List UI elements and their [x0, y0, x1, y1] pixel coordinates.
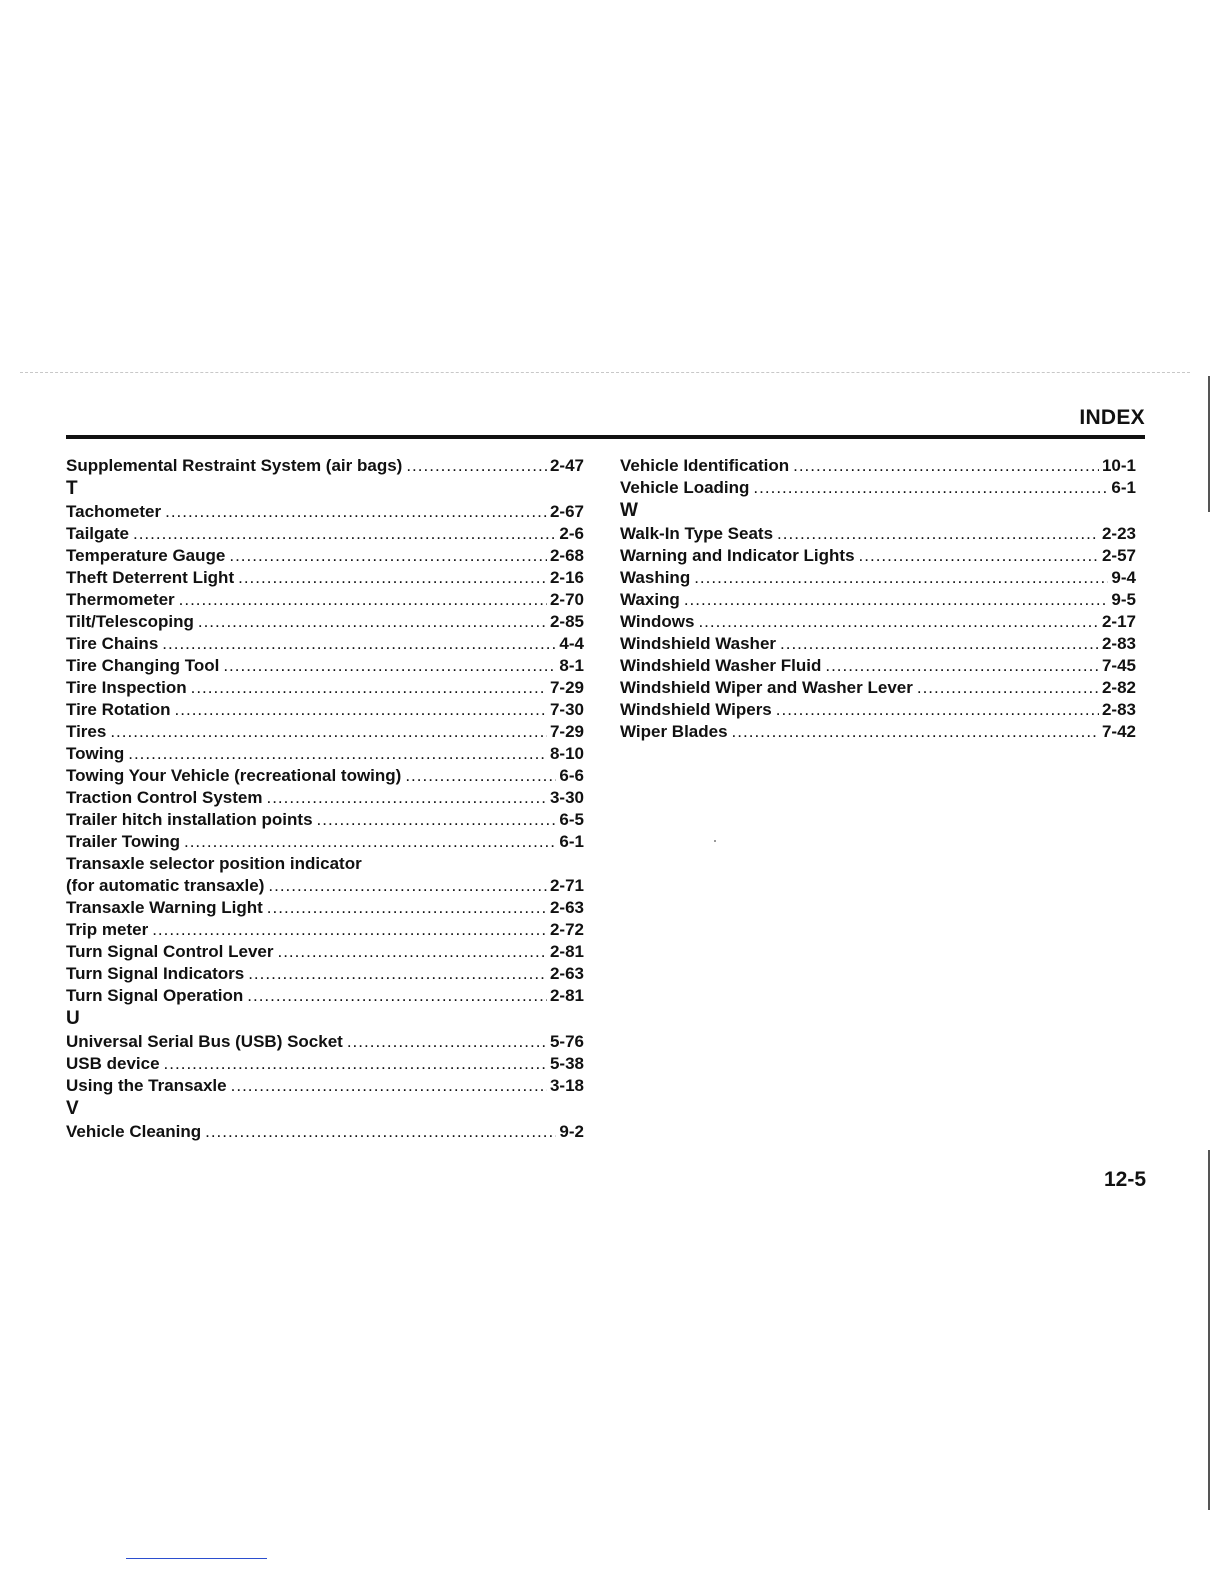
index-page-ref: 9-2: [559, 1122, 584, 1141]
index-entry: [66, 809, 584, 831]
index-term: Supplemental Restraint System (air bags): [66, 456, 403, 475]
index-term: Transaxle selector position indicator: [66, 854, 362, 873]
index-term: Tailgate: [66, 524, 129, 543]
index-page-ref: 8-10: [549, 744, 584, 763]
index-entry: [66, 919, 584, 941]
dot-leader: [110, 721, 547, 743]
dot-leader: [793, 455, 1099, 477]
dot-leader: [205, 1121, 556, 1143]
index-list-left: [66, 455, 584, 1143]
page-number: 12-5: [1103, 1168, 1146, 1191]
index-page-ref: 2-83: [1101, 634, 1136, 653]
index-page-ref: 2-57: [1101, 546, 1136, 565]
index-term: Turn Signal Operation: [66, 986, 244, 1005]
index-page-ref: 7-30: [549, 700, 584, 719]
index-entry: [66, 655, 584, 677]
index-page-ref: 2-17: [1101, 612, 1136, 631]
dot-leader: [406, 455, 547, 477]
index-letter: T: [66, 478, 78, 499]
index-term: Theft Deterrent Light: [66, 568, 235, 587]
index-letter-heading: [66, 1097, 584, 1121]
index-page-ref: 2-83: [1101, 700, 1136, 719]
index-letter-heading: [620, 499, 1136, 523]
index-page-ref: 5-76: [549, 1032, 584, 1051]
index-entry: [620, 699, 1136, 721]
index-term: Universal Serial Bus (USB) Socket: [66, 1032, 343, 1051]
index-entry: [66, 633, 584, 655]
index-entry: [620, 567, 1136, 589]
dot-leader: [732, 721, 1099, 743]
page-edge-mark: [1208, 376, 1210, 512]
index-page-ref: 2-63: [549, 898, 584, 917]
index-entry: [66, 941, 584, 963]
dot-leader: [223, 655, 556, 677]
index-entry: [620, 633, 1136, 655]
dot-leader: [753, 477, 1108, 499]
index-entry: [66, 743, 584, 765]
header-rule: [66, 435, 1145, 439]
index-page-ref: 10-1: [1101, 456, 1136, 475]
dot-leader: [777, 523, 1099, 545]
index-term: Trailer Towing: [66, 832, 180, 851]
index-entry: [66, 1075, 584, 1097]
index-page-ref: 2-82: [1101, 678, 1136, 697]
index-term: Windshield Washer Fluid: [620, 656, 822, 675]
index-entry: [620, 523, 1136, 545]
index-entry: [66, 611, 584, 633]
index-letter: U: [66, 1008, 80, 1029]
index-letter-heading: [66, 477, 584, 501]
index-page-ref: 2-16: [549, 568, 584, 587]
index-letter: W: [620, 500, 638, 521]
index-entry: [66, 765, 584, 787]
index-term: Thermometer: [66, 590, 175, 609]
index-page-ref: 2-23: [1101, 524, 1136, 543]
index-entry: [620, 677, 1136, 699]
dot-leader: [825, 655, 1099, 677]
index-term: Vehicle Cleaning: [66, 1122, 202, 1141]
index-term: Tire Chains: [66, 634, 159, 653]
index-entry: [66, 1121, 584, 1143]
index-term: Windows: [620, 612, 695, 631]
index-page-ref: 2-67: [549, 502, 584, 521]
index-page-ref: 2-85: [549, 612, 584, 631]
index-page-ref: 2-81: [549, 942, 584, 961]
dot-leader: [698, 611, 1099, 633]
index-entry: [66, 1053, 584, 1075]
dot-leader: [128, 743, 547, 765]
footer-link-underline[interactable]: [126, 1558, 267, 1559]
dot-leader: [184, 831, 556, 853]
index-entry: [66, 875, 584, 897]
dot-leader: [133, 523, 556, 545]
index-column-right: [620, 455, 1136, 743]
index-term: Windshield Wiper and Washer Lever: [620, 678, 913, 697]
index-term: Turn Signal Control Lever: [66, 942, 274, 961]
index-term: Transaxle Warning Light: [66, 898, 263, 917]
dot-leader: [266, 787, 546, 809]
index-entry: [620, 589, 1136, 611]
index-letter: V: [66, 1098, 79, 1119]
page-edge-mark-lower: [1208, 1150, 1210, 1510]
dot-leader: [179, 589, 547, 611]
index-page-ref: 2-47: [549, 456, 584, 475]
dot-leader: [165, 501, 547, 523]
index-page-ref: 6-1: [1111, 478, 1136, 497]
dot-leader: [859, 545, 1099, 567]
dot-leader: [164, 1053, 547, 1075]
index-page-ref: 3-30: [549, 788, 584, 807]
dot-leader: [347, 1031, 547, 1053]
index-term: Turn Signal Indicators: [66, 964, 245, 983]
index-term: Tachometer: [66, 502, 162, 521]
index-term: Trip meter: [66, 920, 149, 939]
index-entry: [66, 721, 584, 743]
dot-leader: [277, 941, 546, 963]
index-page-ref: 5-38: [549, 1054, 584, 1073]
index-page-ref: 2-72: [549, 920, 584, 939]
index-page-ref: 9-4: [1111, 568, 1136, 587]
index-entry: [66, 523, 584, 545]
index-entry: [620, 477, 1136, 499]
scan-speck: [714, 840, 716, 842]
dot-leader: [780, 633, 1099, 655]
index-list-right: [620, 455, 1136, 743]
scan-artifact-line: [20, 372, 1190, 373]
index-entry: [66, 545, 584, 567]
dot-leader: [247, 985, 547, 1007]
index-term: Wiper Blades: [620, 722, 728, 741]
index-term: Tire Inspection: [66, 678, 187, 697]
dot-leader: [152, 919, 547, 941]
dot-leader: [267, 897, 547, 919]
index-page-ref: 7-45: [1101, 656, 1136, 675]
index-entry: [66, 963, 584, 985]
index-page-ref: 2-71: [549, 876, 584, 895]
dot-leader: [198, 611, 547, 633]
index-entry: [66, 455, 584, 477]
index-page-ref: 7-29: [549, 722, 584, 741]
index-page-ref: 9-5: [1111, 590, 1136, 609]
index-entry: [620, 655, 1136, 677]
dot-leader: [229, 545, 547, 567]
index-term: USB device: [66, 1054, 160, 1073]
index-entry: [66, 897, 584, 919]
index-term: Tire Changing Tool: [66, 656, 220, 675]
index-term: Using the Transaxle: [66, 1076, 227, 1095]
index-page-ref: 6-5: [559, 810, 584, 829]
dot-leader: [162, 633, 556, 655]
dot-leader: [405, 765, 556, 787]
index-page-ref: 2-63: [549, 964, 584, 983]
index-entry: [620, 455, 1136, 477]
index-entry-continued: [66, 853, 584, 875]
index-term: Towing: [66, 744, 125, 763]
dot-leader: [776, 699, 1099, 721]
dot-leader: [191, 677, 547, 699]
dot-leader: [248, 963, 547, 985]
index-term: Windshield Washer: [620, 634, 777, 653]
index-entry: [620, 721, 1136, 743]
index-page-ref: 2-81: [549, 986, 584, 1005]
index-page-ref: 8-1: [559, 656, 584, 675]
index-entry: [66, 787, 584, 809]
index-term: Traction Control System: [66, 788, 263, 807]
index-page-ref: 2-68: [549, 546, 584, 565]
index-page-ref: 6-6: [559, 766, 584, 785]
dot-leader: [175, 699, 547, 721]
index-entry: [66, 699, 584, 721]
index-term: Windshield Wipers: [620, 700, 772, 719]
index-term: Waxing: [620, 590, 680, 609]
index-page-ref: 2-6: [559, 524, 584, 543]
index-entry: [66, 677, 584, 699]
index-page-ref: 7-42: [1101, 722, 1136, 741]
index-entry: [620, 611, 1136, 633]
index-term: Trailer hitch installation points: [66, 810, 313, 829]
index-term: Washing: [620, 568, 691, 587]
dot-leader: [317, 809, 557, 831]
index-heading: INDEX: [1079, 406, 1145, 429]
dot-leader: [917, 677, 1099, 699]
index-entry: [66, 589, 584, 611]
index-page-ref: 2-70: [549, 590, 584, 609]
index-letter-heading: [66, 1007, 584, 1031]
index-term: (for automatic transaxle): [66, 876, 265, 895]
index-page-ref: 4-4: [559, 634, 584, 653]
dot-leader: [231, 1075, 547, 1097]
index-page-ref: 7-29: [549, 678, 584, 697]
index-entry: [66, 567, 584, 589]
dot-leader: [684, 589, 1109, 611]
index-term: Tires: [66, 722, 107, 741]
index-term: Towing Your Vehicle (recreational towing): [66, 766, 402, 785]
dot-leader: [694, 567, 1108, 589]
index-term: Tire Rotation: [66, 700, 171, 719]
index-page-ref: 6-1: [559, 832, 584, 851]
index-term: Tilt/Telescoping: [66, 612, 194, 631]
index-entry: [66, 1031, 584, 1053]
index-entry: [66, 985, 584, 1007]
index-entry: [620, 545, 1136, 567]
index-term: Walk-In Type Seats: [620, 524, 774, 543]
index-term: Temperature Gauge: [66, 546, 226, 565]
index-column-left: [66, 455, 584, 1143]
dot-leader: [268, 875, 547, 897]
index-entry: [66, 831, 584, 853]
index-entry: [66, 501, 584, 523]
index-term: Vehicle Loading: [620, 478, 750, 497]
index-page-ref: 3-18: [549, 1076, 584, 1095]
index-term: Warning and Indicator Lights: [620, 546, 855, 565]
index-term: Vehicle Identification: [620, 456, 790, 475]
dot-leader: [238, 567, 547, 589]
